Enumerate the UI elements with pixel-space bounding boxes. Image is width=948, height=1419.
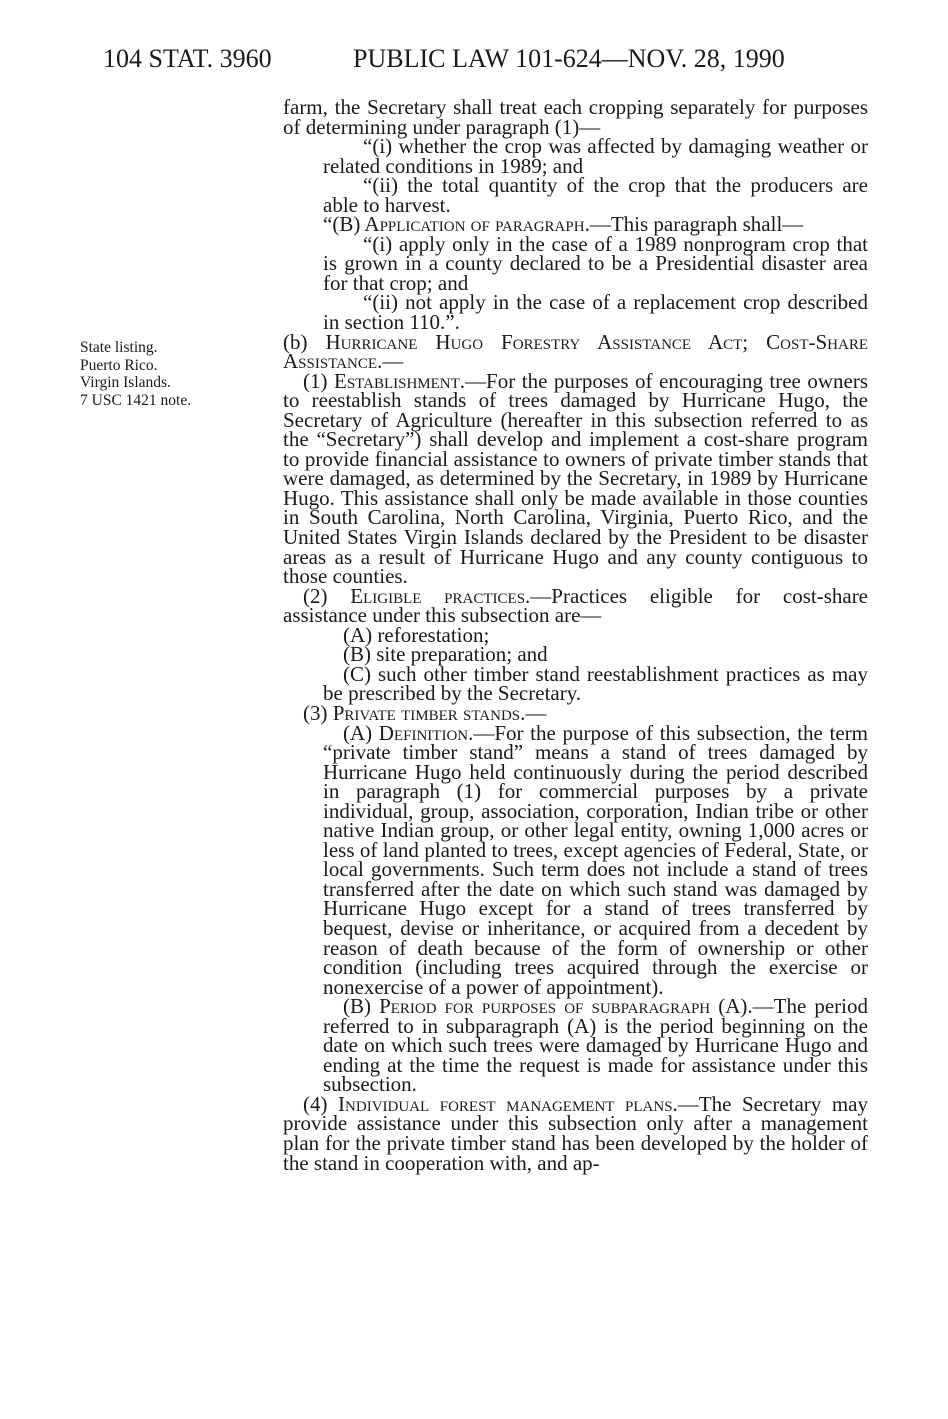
item-c-other-practices: (C) such other timber stand reestablishment practices as may be prescribed by the Secretary. (323, 661, 868, 706)
paragraph-1-text: —For the purposes of encouraging tree owners to reestablish stands of trees damaged by Hurricane Hugo, the Secretary of Agriculture (hereafter in this subsection referred to as the “Secretary”) shall develop and implement a cost-share program to provide financial assistance to owners of private timber stands that were damaged, as determined by the Secretary, in 1989 by Hurricane Hugo. This assistance shall only be made available in those counties in South Carolina, North Carolina, Virginia, Puerto Rico, and the United States Virgin Islands declared by the President to be disaster areas as a result of Hurricane Hugo and any county contiguous to those counties. (283, 368, 868, 589)
subparagraph-b-period (283, 994, 869, 1097)
clause-i-damaging-weather: “(i) whether the crop was affected by damaging weather or related conditions in 1989; and (323, 134, 868, 178)
paragraph-1-prefix: (1) (303, 368, 334, 393)
paragraph-3-prefix: (3) (303, 700, 333, 725)
paragraph-2-eligible-practices (283, 583, 869, 628)
paragraph-3-heading: Private timber stands. (332, 700, 526, 725)
subparagraph-b-heading: “(B) Application of paragraph. (323, 212, 590, 237)
margin-notes (80, 339, 255, 409)
subparagraph-a-text: —For the purpose of this subsection, the term “private timber stand” means a stand of trees damaged by Hurricane Hugo held continuously during the period described in paragraph (1) for commercial purposes by a private individual, group, association, corporation, Indian tribe or other native Indian group, or other legal entity, owning 1,000 acres or less of land planted to trees, except agencies of Federal, State, or local governments. Such term does not include a stand of trees transferred after the date on which such stand was damaged by Hurricane Hugo except for a stand of trees transferred by bequest, devise or inheritance, or acquired from a decedent by reason of death because of the form of ownership or other condition (including trees acquired through the exercise or nonexercise of a power of appointment). (323, 720, 868, 999)
subsection-b-heading-paragraph (283, 329, 868, 374)
subsection-b-dash: — (382, 349, 404, 374)
subparagraph-b-period-prefix: (B) (343, 994, 380, 1019)
subsection-b-heading: Hurricane Hugo Forestry Assistance Act; Cost-Share Assistance. (283, 329, 868, 374)
paragraph-4-text: —The Secretary may provide assistance under this subsection only after a management plan for the private timber stand has been developed by the holder of the stand in cooperation with, and ap- (283, 1091, 868, 1175)
item-b-site-preparation: (B) site preparation; and (343, 642, 548, 667)
item-a-reforestation: (A) reforestation; (343, 622, 490, 647)
subparagraph-a-heading: Definition. (378, 720, 474, 745)
margin-note-virgin-islands: Virgin Islands. (80, 374, 171, 391)
margin-note-puerto-rico: Puerto Rico. (80, 356, 158, 374)
paragraph-4-prefix: (4) (303, 1091, 339, 1116)
statute-body (283, 95, 869, 1175)
stat-page-number: 104 STAT. 3960 (103, 44, 272, 73)
margin-note-state-listing: State listing. (80, 339, 158, 356)
paragraph-2-prefix: (2) (303, 583, 351, 608)
paragraph-farm-cropping: farm, the Secretary shall treat each cropping separately for purposes of determining under paragraph (1)— (283, 95, 868, 139)
subparagraph-b-period-heading: Period for purposes of subparagraph (A). (379, 994, 753, 1019)
paragraph-4-management-plans (283, 1091, 868, 1175)
public-law-title: PUBLIC LAW 101-624—NOV. 28, 1990 (353, 44, 785, 73)
subparagraph-b-text: —This paragraph shall— (589, 212, 804, 237)
subparagraph-a-definition (283, 720, 868, 999)
subparagraph-b-period-text: —The period referred to in subparagraph (A) is the period beginning on the date on which such trees were damaged by Hurricane Hugo and ending at the time the request is made for assistance under this subsection. (323, 994, 869, 1097)
subsection-b-prefix: (b) (283, 329, 326, 354)
paragraph-2-text: —Practices eligible for cost-share assistance under this subsection are— (283, 583, 869, 628)
paragraph-2-heading: Eligible practices. (350, 583, 531, 608)
paragraph-1-heading: Establishment. (334, 368, 466, 393)
paragraph-1-establishment (283, 368, 868, 589)
paragraph-3-dash: — (525, 700, 547, 725)
page-header (0, 44, 948, 84)
clause-i-nonprogram-crop: “(i) apply only in the case of a 1989 nonprogram crop that is grown in a county declared to be a Presidential disaster area for that crop; and (323, 231, 868, 295)
paragraph-4-heading: Individual forest management plans. (338, 1091, 678, 1116)
clause-ii-total-quantity: “(ii) the total quantity of the crop that the producers are able to harvest. (323, 173, 868, 217)
margin-note-usc-citation: 7 USC 1421 note. (80, 391, 192, 409)
clause-ii-replacement-crop: “(ii) not apply in the case of a replacement crop described in section 110.”. (323, 290, 868, 335)
subparagraph-a-prefix: (A) (343, 720, 379, 745)
